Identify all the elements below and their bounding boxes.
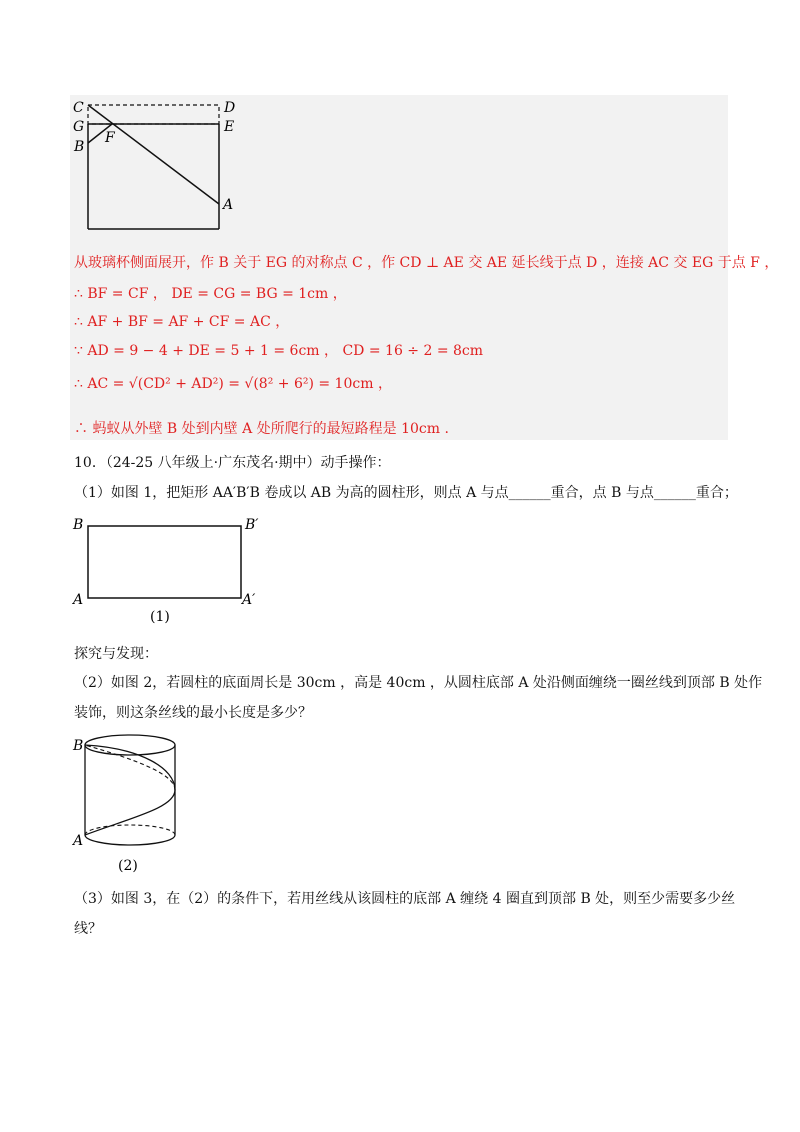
rectangle-AA'B'B	[88, 526, 241, 598]
solution-line-3: ∴ AF + BF = AF + CF = AC ，	[74, 314, 290, 330]
dashed-top-rectangle	[88, 105, 219, 124]
fig2-label-B: B	[73, 738, 84, 754]
label-E: E	[224, 119, 235, 135]
fig1-label-A-prime: A′	[242, 592, 256, 608]
label-F: F	[105, 130, 115, 146]
question-2-line-2: 装饰，则这条丝线的最小长度是多少？	[74, 705, 312, 721]
rectangle-figure-1	[70, 512, 270, 627]
explore-heading: 探究与发现：	[74, 646, 158, 662]
label-B: B	[74, 139, 85, 155]
label-C: C	[73, 100, 84, 116]
fig2-label-A: A	[73, 833, 84, 849]
solution-line-6: ∴ 蚂蚁从外壁 B 处到内壁 A 处所爬行的最短路程是 10cm .	[74, 421, 449, 437]
problem-title: 10．（24-25 八年级上·广东茂名·期中）动手操作：	[74, 455, 391, 471]
fig1-label-B-prime: B′	[245, 517, 259, 533]
cylinder-figure-2	[70, 728, 200, 878]
label-D: D	[224, 100, 236, 116]
fig2-caption: (2)	[118, 858, 138, 874]
solution-line-5: ∴ AC = √(CD² + AD²) = √(8² + 6²) = 10cm ，	[74, 376, 392, 392]
fig1-label-A: A	[73, 592, 84, 608]
fig1-caption: (1)	[150, 609, 170, 625]
question-2-line-1: （2）如图 2，若圆柱的底面周长是 30cm ，高是 40cm ，从圆柱底部 A 处沿侧面缠绕一圈丝线到顶部 B 处作	[74, 675, 763, 691]
question-3-line-2: 线？	[74, 921, 102, 937]
question-1: （1）如图 1，把矩形 AA′B′B 卷成以 AB 为高的圆柱形，则点 A 与点______重合，点 B 与点______重合；	[74, 485, 738, 501]
label-A: A	[223, 197, 234, 213]
solution-line-2: ∴ BF = CF ， DE = CG = BG = 1cm ，	[74, 286, 347, 302]
unrolled-cup-figure	[70, 96, 240, 236]
solution-line-1: 从玻璃杯侧面展开，作 B 关于 EG 的对称点 C ，作 CD ⊥ AE 交 AE 延长线于点 D ，连接 AC 交 EG 于点 F ，	[74, 255, 779, 271]
line-CA	[88, 105, 219, 204]
label-G: G	[73, 119, 85, 135]
solution-line-4: ∵ AD = 9 − 4 + DE = 5 + 1 = 6cm ， CD = 16 ÷ 2 = 8cm	[74, 343, 484, 359]
cylinder-bottom-front	[85, 835, 175, 845]
question-3-line-1: （3）如图 3，在（2）的条件下，若用丝线从该圆柱的底部 A 缠绕 4 圈直到顶部 B 处，则至少需要多少丝	[74, 891, 736, 907]
fig1-label-B: B	[73, 517, 84, 533]
